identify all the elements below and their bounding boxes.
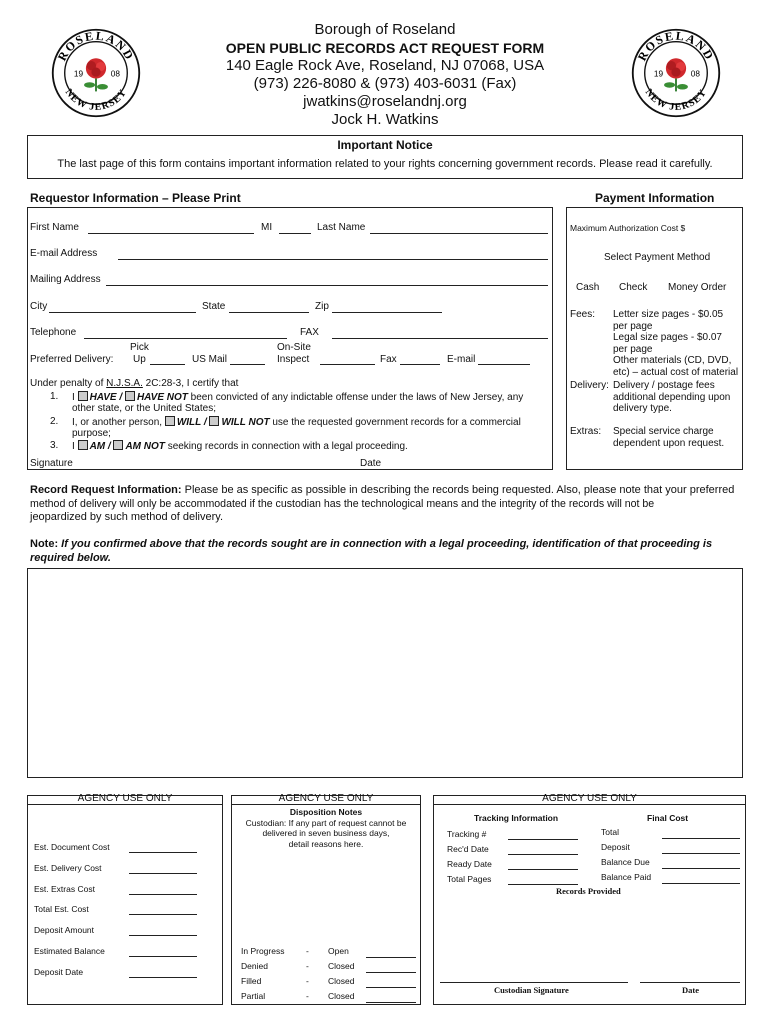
status-label: Filled [241, 976, 262, 986]
max-auth-label: Maximum Authorization Cost $ [570, 223, 686, 233]
inspect-field[interactable] [320, 364, 375, 365]
fax-label: FAX [300, 327, 319, 338]
telephone-field[interactable] [84, 338, 287, 339]
zip-label: Zip [315, 301, 329, 312]
agency-cost-field[interactable] [129, 914, 197, 915]
agency-cost-field[interactable] [129, 852, 197, 853]
agency-title-3: AGENCY USE ONLY [433, 793, 746, 805]
custodian-date-label: Date [682, 985, 699, 995]
extras-fees: Special service charge dependent upon request. [613, 426, 725, 449]
have-not-checkbox[interactable] [125, 391, 135, 401]
svg-text:19: 19 [653, 69, 664, 79]
notice-text: The last page of this form contains important information related to your rights concerning government records. Please read it carefully. [57, 158, 713, 170]
certification-3: I AM / AM NOT seeking records in connection with a legal proceeding. [72, 441, 408, 452]
am-checkbox[interactable] [78, 440, 88, 450]
mailing-field[interactable] [106, 285, 548, 286]
final-cost-field[interactable] [662, 868, 740, 869]
date-label: Date [360, 458, 382, 469]
fax-delivery-field[interactable] [400, 364, 440, 365]
agency-cost-field[interactable] [129, 873, 197, 874]
mi-label: MI [261, 222, 273, 233]
agency-cost-label: Est. Extras Cost [34, 883, 95, 894]
email-field[interactable] [118, 259, 548, 260]
tracking-field[interactable] [508, 884, 578, 885]
agency-cost-label: Deposit Date [34, 966, 84, 977]
svg-text:08: 08 [110, 69, 120, 79]
status-state: Closed [328, 991, 355, 1001]
status-dash: - [306, 991, 309, 1001]
contact-name: Jock H. Watkins [331, 111, 439, 128]
fee-list: Letter size pages - $0.05 per page Legal size pages - $0.07 per page Other materials (CD, DVD, etc) – actual cost of material [613, 309, 739, 378]
city-field[interactable] [49, 312, 196, 313]
final-cost-field[interactable] [662, 883, 740, 884]
legal-note: Note: If you confirmed above that the records sought are in connection with a legal proceeding, identification of that proceeding is required below. [30, 538, 713, 564]
email-label: E-mail Address [30, 248, 98, 259]
agency-cost-label: Total Est. Cost [34, 904, 89, 915]
status-dash: - [306, 946, 309, 956]
status-label: Partial [241, 991, 266, 1001]
first-name-field[interactable] [88, 233, 254, 234]
tracking-field[interactable] [508, 869, 578, 870]
delivery-fees: Delivery / postage fees additional depending upon delivery type. [613, 380, 731, 414]
usmail-field[interactable] [230, 364, 265, 365]
signature-label: Signature [30, 458, 73, 469]
am-not-checkbox[interactable] [113, 440, 123, 450]
status-state: Closed [328, 961, 355, 971]
preferred-delivery-label: Preferred Delivery: [30, 354, 114, 365]
agency-title-1: AGENCY USE ONLY [27, 793, 223, 805]
status-state: Open [328, 946, 349, 956]
svg-text:19: 19 [73, 69, 84, 79]
tracking-title: Tracking Information [474, 813, 559, 823]
agency-cost-label: Est. Delivery Cost [34, 862, 102, 873]
check-option[interactable]: Check [619, 282, 648, 293]
state-field[interactable] [229, 312, 309, 313]
phone: (973) 226-8080 & (973) 403-6031 (Fax) [253, 75, 517, 92]
penalty-statement: Under penalty of N.J.S.A. 2C:28-3, I certify that [30, 378, 239, 389]
certification-2: I, or another person, WILL / WILL NOT use the requested government records for a commercial [72, 417, 521, 428]
mi-field[interactable] [279, 233, 311, 234]
svg-text:ROSELAND: ROSELAND [634, 28, 718, 64]
borough-seal-left [50, 27, 142, 119]
agency-cost-label: Est. Document Cost [34, 842, 110, 852]
status-field[interactable] [366, 972, 416, 973]
record-request-textarea[interactable] [27, 568, 743, 778]
form-title: OPEN PUBLIC RECORDS ACT REQUEST FORM [225, 40, 545, 56]
agency-cost-label: Estimated Balance [34, 946, 105, 956]
agency-title-2: AGENCY USE ONLY [231, 793, 421, 805]
agency-cost-field[interactable] [129, 935, 197, 936]
money-order-option[interactable]: Money Order [668, 282, 727, 293]
tracking-label: Rec'd Date [447, 844, 489, 854]
seal-top-text: ROSELAND [54, 28, 138, 64]
final-cost-label: Balance Paid [601, 872, 652, 882]
borough-name: Borough of Roseland [314, 21, 456, 38]
status-label: Denied [241, 961, 268, 971]
mailing-label: Mailing Address [30, 274, 101, 285]
status-label: In Progress [241, 946, 285, 956]
tracking-label: Total Pages [447, 874, 492, 884]
final-cost-field[interactable] [662, 853, 740, 854]
agency-cost-field[interactable] [129, 977, 197, 978]
requestor-title: Requestor Information – Please Print [30, 191, 241, 205]
notice-title: Important Notice [337, 138, 433, 152]
have-checkbox[interactable] [78, 391, 88, 401]
tracking-box [433, 795, 746, 1005]
records-provided-label: Records Provided [556, 886, 621, 896]
status-field[interactable] [366, 957, 416, 958]
telephone-label: Telephone [30, 327, 77, 338]
agency-cost-field[interactable] [129, 956, 197, 957]
tracking-label: Tracking # [447, 829, 487, 839]
record-request-info: Record Request Information: Please be as specific as possible in describing the records being requested. Also, please note that your preferred method of delivery will only be accommodated if the custodian has the technological means and the integrity of the records will not be jeopardized by such method of delivery. [30, 484, 735, 523]
last-name-field[interactable] [370, 233, 548, 234]
final-cost-title: Final Cost [647, 813, 689, 823]
final-cost-label: Deposit [601, 842, 630, 852]
select-method: Select Payment Method [604, 252, 711, 263]
status-dash: - [306, 976, 309, 986]
zip-field[interactable] [332, 312, 442, 313]
custodian-signature-label: Custodian Signature [494, 985, 569, 995]
custodian-signature-line[interactable] [440, 982, 628, 983]
tracking-label: Ready Date [447, 859, 492, 869]
status-dash: - [306, 961, 309, 971]
city-label: City [30, 301, 48, 312]
final-cost-label: Balance Due [601, 857, 650, 867]
payment-title: Payment Information [595, 191, 715, 205]
state-label: State [202, 301, 226, 312]
email-address: jwatkins@roselandnj.org [303, 93, 467, 110]
certification-1: I HAVE / HAVE NOT been convicted of any indictable offense under the laws of New Jersey, any [72, 392, 524, 403]
pickup-field[interactable] [150, 364, 185, 365]
important-notice [27, 135, 743, 179]
seal-bottom-text: NEW JERSEY [62, 87, 130, 113]
svg-text:NEW JERSEY: NEW JERSEY [642, 87, 710, 113]
disposition-notes: Disposition Notes Custodian: If any part of request cannot be delivered in seven business days, detail reasons here. [245, 807, 407, 849]
cash-option[interactable]: Cash [576, 282, 600, 293]
form-header [160, 21, 610, 129]
status-field[interactable] [366, 987, 416, 988]
status-state: Closed [328, 976, 355, 986]
will-checkbox[interactable] [165, 416, 175, 426]
address: 140 Eagle Rock Ave, Roseland, NJ 07068, USA [225, 57, 545, 74]
final-cost-field[interactable] [662, 838, 740, 839]
status-field[interactable] [366, 1002, 416, 1003]
tracking-field[interactable] [508, 839, 578, 840]
agency-cost-label: Deposit Amount [34, 925, 95, 936]
will-not-checkbox[interactable] [209, 416, 219, 426]
custodian-date-line[interactable] [640, 982, 740, 983]
first-name-label: First Name [30, 222, 79, 233]
email-delivery-field[interactable] [478, 364, 530, 365]
borough-seal-right [630, 27, 722, 119]
final-cost-label: Total [601, 827, 619, 837]
agency-cost-field[interactable] [129, 894, 197, 895]
tracking-field[interactable] [508, 854, 578, 855]
svg-text:08: 08 [690, 69, 700, 79]
last-name-label: Last Name [317, 222, 366, 233]
fax-field[interactable] [332, 338, 548, 339]
